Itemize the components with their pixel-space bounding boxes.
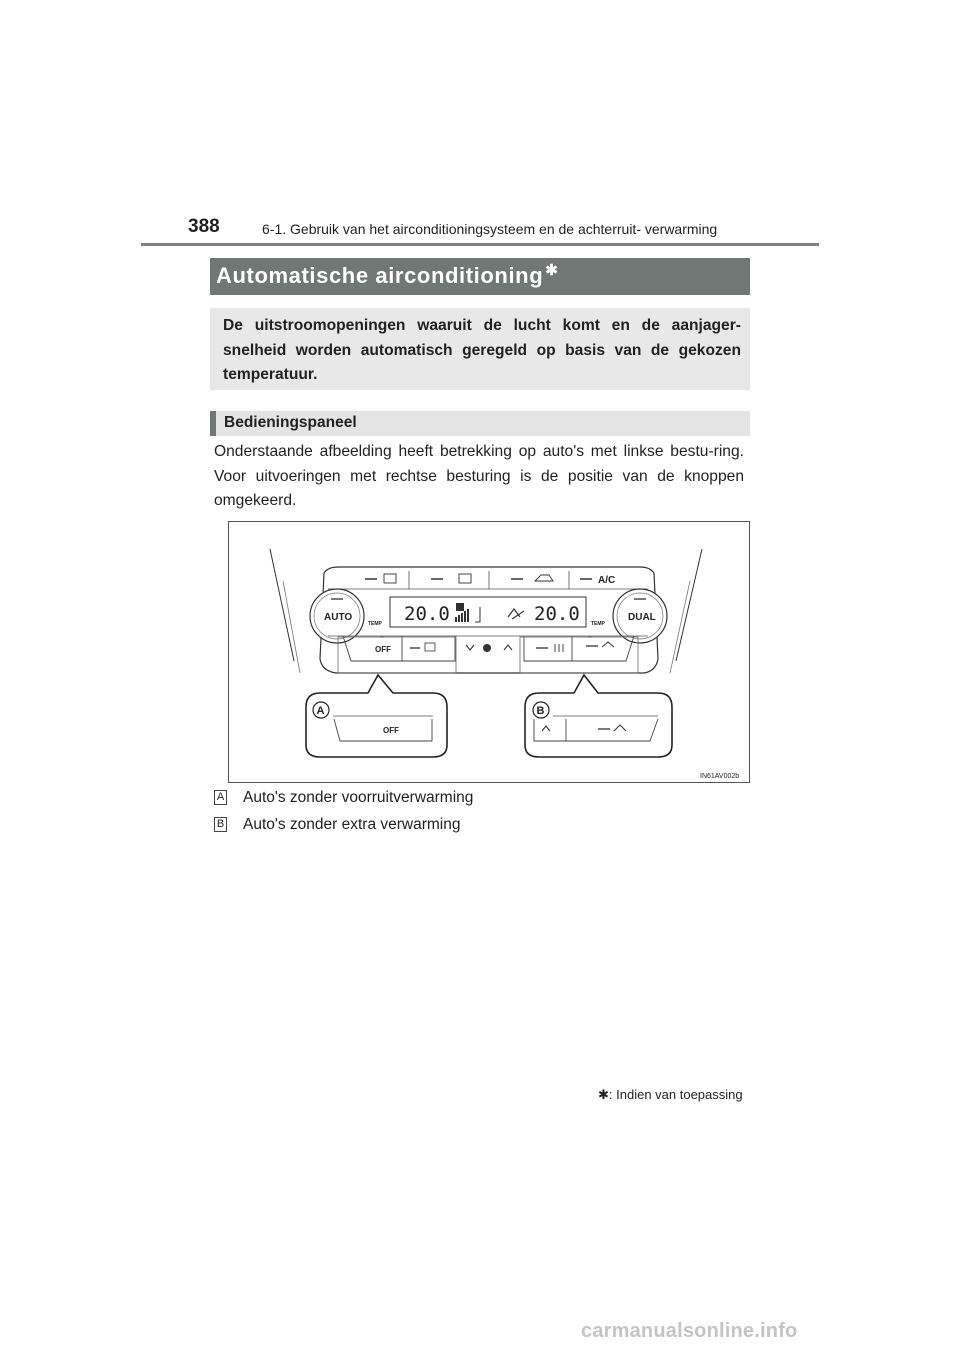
seat-off-label: OFF bbox=[375, 645, 391, 654]
figure-code: IN61AV002b bbox=[700, 773, 740, 780]
page-number: 388 bbox=[188, 216, 220, 237]
section-heading-label: Bedieningspaneel bbox=[224, 414, 357, 431]
auto-label: AUTO bbox=[324, 612, 353, 623]
temp-label-right: TEMP bbox=[591, 621, 605, 627]
body-paragraph: Onderstaande afbeelding heeft betrekking op auto's met linkse bestu-ring. Voor uitvoeringen met rechtse besturing is de positie van de knoppen omgekeerd. bbox=[214, 443, 744, 509]
intro-text: De uitstroomopeningen waaruit de lucht komt en de aanjager-snelheid worden automatisch geregeld op basis van de gekozen temperatuur. bbox=[223, 317, 741, 383]
right-temp-readout: 20.0 bbox=[534, 603, 580, 625]
section-accent bbox=[210, 411, 216, 436]
intro-box bbox=[210, 308, 750, 390]
callout-a-label: A bbox=[316, 705, 325, 717]
fan-speed-icon bbox=[483, 644, 491, 652]
legend-text-b: Auto's zonder extra verwarming bbox=[243, 816, 461, 833]
optional-marker-icon: ✱ bbox=[545, 262, 559, 279]
legend-marker-a: A bbox=[214, 790, 227, 805]
footnote-text: : Indien van toepassing bbox=[608, 1087, 743, 1102]
control-panel-illustration bbox=[228, 521, 750, 783]
fan-icon bbox=[456, 603, 464, 611]
chapter-heading: 6-1. Gebruik van het airconditioningsysteem en de achterruit- verwarming bbox=[262, 221, 718, 237]
footnote-marker-icon: ✱ bbox=[598, 1087, 609, 1102]
page-title-text: Automatische airconditioning bbox=[216, 263, 544, 288]
legend-marker-b: B bbox=[214, 817, 227, 832]
page-title bbox=[216, 263, 558, 289]
section-heading bbox=[210, 411, 750, 436]
legend-text-a: Auto's zonder voorruitverwarming bbox=[243, 789, 474, 806]
callout-b-label: B bbox=[536, 705, 545, 717]
callout-a-off-label: OFF bbox=[383, 726, 399, 735]
left-temp-readout: 20.0 bbox=[404, 603, 450, 625]
dual-label: DUAL bbox=[628, 612, 656, 623]
hvac-panel bbox=[310, 567, 667, 673]
temp-label-left: TEMP bbox=[368, 621, 382, 627]
title-bar bbox=[210, 258, 750, 295]
ac-label: A/C bbox=[598, 575, 616, 586]
header-rule bbox=[141, 243, 819, 246]
footnote bbox=[598, 1087, 743, 1103]
watermark: carmanualsonline.info bbox=[581, 1320, 798, 1342]
